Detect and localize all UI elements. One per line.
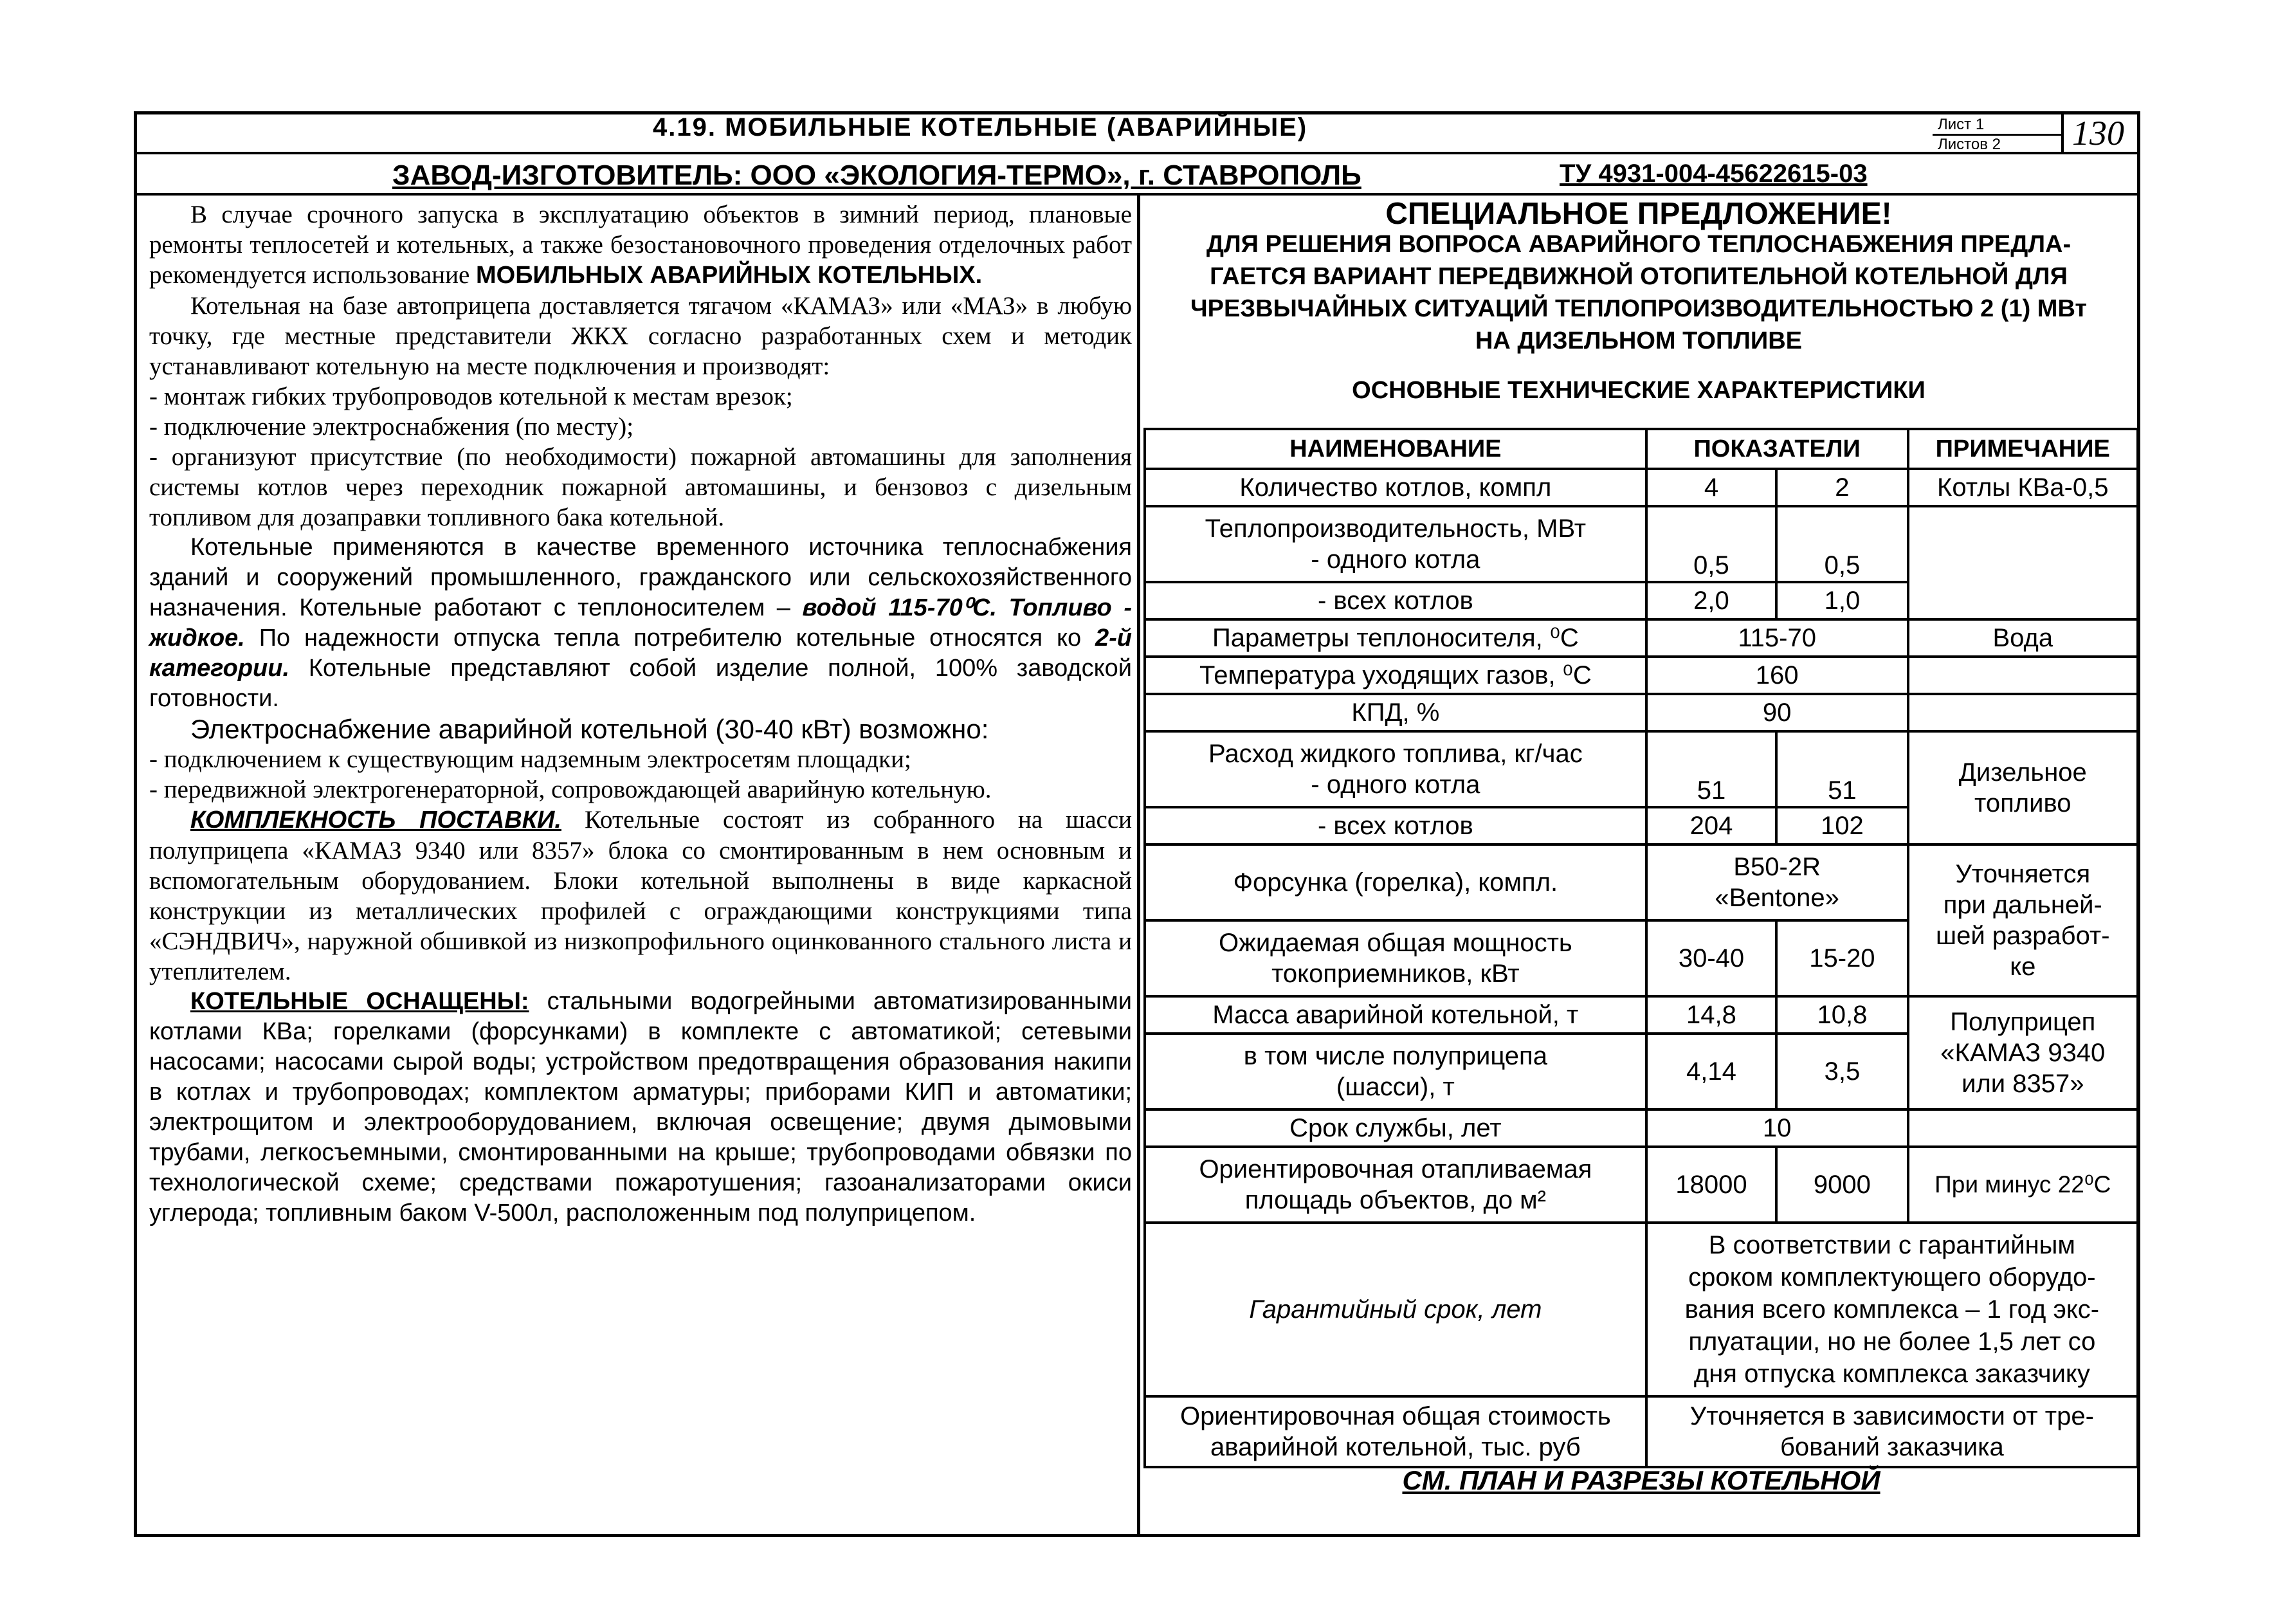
characteristics-title: ОСНОВНЫЕ ТЕХНИЧЕСКИЕ ХАРАКТЕРИСТИКИ <box>1352 377 1925 404</box>
table-row: Ориентировочная отапливаемая площадь объектов, до м² 18000 9000 При минус 22⁰С <box>1145 1147 2138 1223</box>
table-row: Ориентировочная общая стоимость аварийной котельной, тыс. руб Уточняется в зависимости от тре- бований заказчика <box>1145 1396 2138 1467</box>
sheet-counter <box>1933 116 2061 153</box>
paragraph-power: Электроснабжение аварийной котельной (30-40 кВт) возможно: <box>190 714 989 744</box>
equipment-heading: КОТЕЛЬНЫЕ ОСНАЩЕНЫ: <box>190 988 529 1015</box>
sheet-label: Лист 1 <box>1933 116 2061 136</box>
intro-emphasis: МОБИЛЬНЫХ АВАРИЙНЫХ КОТЕЛЬНЫХ. <box>476 262 983 289</box>
list-item: - монтаж гибких трубопроводов котельной к местам врезок; <box>149 383 793 410</box>
paragraph-completeness: КОМПЛЕКНОСТЬ ПОСТАВКИ. Котельные состоят из собранного на шасси полуприцепа «КАМАЗ 9340 или 8357» блока со смонтированным в нем основным и вспомогательным оборудованием. Блоки котельной выполнены в виде каркасной конструкции из металлических профилей с ограждающими конструкциями типа «СЭНДВИЧ», наружной обшивкой из низкопрофильного оцинкованного стального листа и утеплителем. <box>149 806 1133 985</box>
list-item: - подключением к существующим надземным электросетям площадки; <box>149 745 911 773</box>
manufacturer: ЗАВОД-ИЗГОТОВИТЕЛЬ: ООО «ЭКОЛОГИЯ-ТЕРМО», г. СТАВРОПОЛЬ <box>392 160 1361 191</box>
paragraph-equipment: КОТЕЛЬНЫЕ ОСНАЩЕНЫ: стальными водогрейными автоматизированными котлами КВа; горелками (форсунками) в комплекте с автоматикой; сетевыми насосами; насосами сырой воды; устройством предотвращения образования накипи в котлах и трубопроводах; комплектом арматуры; приборами КИП и автоматики; электрощитом и электрооборудованием, включая освещение; двумя дымовыми трубами, легкосъемными, смонтированными на крыше; трубопроводами обвязки по технологической схеме; средствами пожаротушения; газоанализаторами окиси углерода; топливным баком V-500л, расположенным под полуприцепом. <box>149 988 1132 1227</box>
sheets-label: Листов 2 <box>1938 136 2001 153</box>
paragraph-intro: В случае срочного запуска в эксплуатацию объектов в зимний период, плановые ремонты теплосетей и котельных, а также безостановочного проведения отделочных работ рекомендуется использование МОБИЛЬНЫХ АВАРИЙНЫХ КОТЕЛЬНЫХ. <box>149 201 1132 289</box>
column-divider <box>1137 194 1140 1537</box>
table-row: Параметры теплоносителя, ⁰С 115-70 Вода <box>1145 619 2138 657</box>
header-name: НАИМЕНОВАНИЕ <box>1145 429 1646 469</box>
table-row: Масса аварийной котельной, т 14,8 10,8 Полуприцеп «КАМАЗ 9340 или 8357» <box>1145 996 2138 1034</box>
section-title: 4.19. МОБИЛЬНЫЕ КОТЕЛЬНЫЕ (АВАРИЙНЫЕ) <box>653 113 1308 141</box>
table-row: КПД, % 90 <box>1145 694 2138 731</box>
table-row: Температура уходящих газов, ⁰С 160 <box>1145 657 2138 694</box>
list-item: - подключение электроснабжения (по месту); <box>149 413 634 441</box>
tu-code: ТУ 4931-004-45622615-03 <box>1560 160 1868 188</box>
table-row: - всех котлов 204 102 <box>1145 807 2138 844</box>
special-offer-text: ДЛЯ РЕШЕНИЯ ВОПРОСА АВАРИЙНОГО ТЕПЛОСНАБЖЕНИЯ ПРЕДЛА- ГАЕТСЯ ВАРИАНТ ПЕРЕДВИЖНОЙ ОТОПИТЕЛЬНОЙ КОТЕЛЬНОЙ ДЛЯ ЧРЕЗВЫЧАЙНЫХ СИТУАЦИЙ ТЕПЛОПРОИЗВОДИТЕЛЬНОСТЬЮ 2 (1) МВт НА ДИЗЕЛЬНОМ ТОПЛИВЕ <box>1190 231 2088 354</box>
table-row: Гарантийный срок, лет В соответствии с гарантийным сроком комплектующего оборудо- вания всего комплекса – 1 год экс- плуатации, но не более 1,5 лет со дня отпуска комплекса заказчику <box>1145 1223 2138 1396</box>
paragraph-usage: Котельные применяются в качестве временного источника теплоснабжения зданий и сооружений промышленного, гражданского или сельскохозяйственного назначения. Котельные работают с теплоносителем – водой 115-70⁰С. Топливо - жидкое. По надежности отпуска тепла потребителю котельные относятся ко 2-й категории. Котельные представляют собой изделие полной, 100% заводской готовности. <box>149 534 1132 712</box>
paragraph-delivery: Котельная на базе автоприцепа доставляется тягачом «КАМАЗ» или «МАЗ» в любую точку, где местные представители ЖКХ согласно разработанных схем и методик устанавливают котельную на месте подключения и производят: <box>149 292 1132 380</box>
table-row: Форсунка (горелка), компл. B50-2R «Bentone» Уточняется при дальней- шей разработ- ке <box>1145 844 2138 920</box>
table-header-row <box>1145 429 2138 469</box>
page-number: 130 <box>2072 114 2124 152</box>
table-row: - всех котлов 2,0 1,0 <box>1145 582 2138 619</box>
table-row: Теплопроизводительность, МВт - одного котла 0,5 0,5 <box>1145 506 2138 582</box>
header-rule <box>134 152 2140 154</box>
see-plan-note: СМ. ПЛАН И РАЗРЕЗЫ КОТЕЛЬНОЙ <box>1402 1465 1880 1495</box>
spec-table <box>1143 428 2139 1468</box>
header-values: ПОКАЗАТЕЛИ <box>1646 429 1908 469</box>
header-note: ПРИМЕЧАНИЕ <box>1908 429 2138 469</box>
sheetbox-divider <box>2061 113 2064 153</box>
table-row: Количество котлов, компл 4 2 Котлы КВа-0,5 <box>1145 469 2138 506</box>
special-offer-title: СПЕЦИАЛЬНОЕ ПРЕДЛОЖЕНИЕ! <box>1385 197 1892 231</box>
table-row: в том числе полуприцепа (шасси), т 4,14 3,5 <box>1145 1034 2138 1109</box>
left-column <box>149 199 1132 1228</box>
table-row: Ожидаемая общая мощность токоприемников, кВт 30-40 15-20 <box>1145 920 2138 996</box>
table-row: Срок службы, лет 10 <box>1145 1109 2138 1147</box>
list-item: - передвижной электрогенераторной, сопровождающей аварийную котельную. <box>149 776 992 803</box>
completeness-heading: КОМПЛЕКНОСТЬ ПОСТАВКИ. <box>190 807 561 834</box>
table-row: Расход жидкого топлива, кг/час - одного котла 51 51 Дизельное топливо <box>1145 731 2138 807</box>
list-item: - организуют присутствие (по необходимости) пожарной автомашины для заполнения системы котлов через переходник пожарной автомашины, и бензовоз с дизельным топливом для дозаправки топливного бака котельной. <box>149 443 1132 531</box>
